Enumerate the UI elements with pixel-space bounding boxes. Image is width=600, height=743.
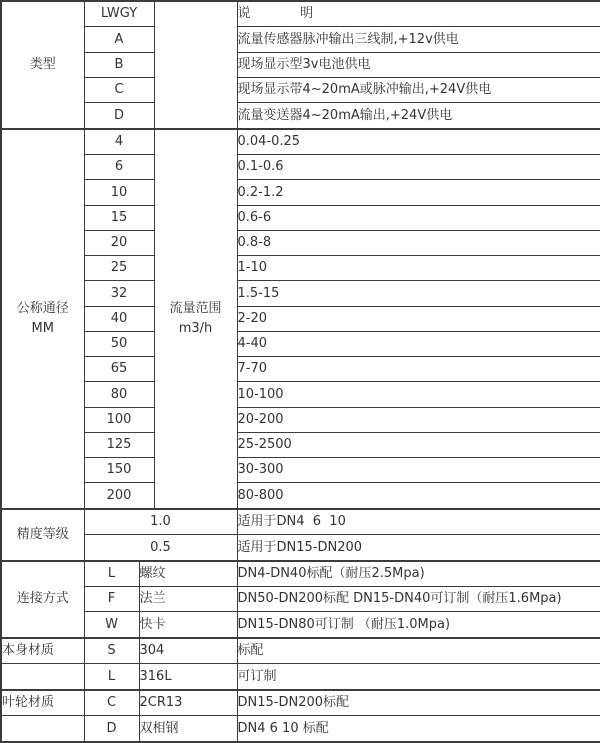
dn-cell: 15 bbox=[84, 205, 154, 230]
material-code-cell: C bbox=[84, 690, 139, 716]
dn-cell: 32 bbox=[84, 281, 154, 306]
range-cell: 10-100 bbox=[237, 382, 600, 407]
range-cell: 4-40 bbox=[237, 331, 600, 356]
table-row bbox=[1, 690, 600, 716]
table-row bbox=[1, 230, 600, 255]
range-cell: 7-70 bbox=[237, 357, 600, 382]
empty-label-cell bbox=[1, 664, 84, 690]
table-row bbox=[1, 306, 600, 331]
empty-spacer-cell bbox=[154, 1, 237, 129]
range-cell: 1.5-15 bbox=[237, 281, 600, 306]
table-row bbox=[1, 382, 600, 407]
table-row bbox=[1, 103, 600, 129]
range-cell: 0.1-0.6 bbox=[237, 155, 600, 180]
material-code-cell: S bbox=[84, 638, 139, 664]
empty-label-cell bbox=[1, 716, 84, 742]
material-desc-cell: 标配 bbox=[237, 638, 600, 664]
connection-name-cell: 快卡 bbox=[139, 612, 237, 638]
connection-desc-cell: DN50-DN200标配 DN15-DN40可订制（耐压1.6Mpa) bbox=[237, 587, 600, 612]
table-row bbox=[1, 180, 600, 205]
dn-cell: 150 bbox=[84, 457, 154, 482]
section-label-impeller-material: 叶轮材质 bbox=[1, 690, 84, 716]
dn-cell: 40 bbox=[84, 306, 154, 331]
table-row bbox=[1, 155, 600, 180]
material-code-cell: D bbox=[84, 716, 139, 742]
table-row bbox=[1, 407, 600, 432]
section-label-type: 类型 bbox=[1, 1, 84, 129]
material-name-cell: 双相钢 bbox=[139, 716, 237, 742]
table-row bbox=[1, 27, 600, 52]
section-label-body-material: 本身材质 bbox=[1, 638, 84, 664]
header-row bbox=[1, 1, 600, 27]
table-row bbox=[1, 129, 600, 155]
material-code-cell: L bbox=[84, 664, 139, 690]
type-desc-cell: 流量传感器脉冲输出三线制,+12v供电 bbox=[237, 27, 600, 52]
section-label-diameter bbox=[1, 129, 84, 509]
flow-range-label-line2: m3/h bbox=[178, 320, 213, 336]
model-code-cell: LWGY bbox=[84, 1, 154, 27]
section-label-accuracy: 精度等级 bbox=[1, 509, 84, 561]
dn-cell: 6 bbox=[84, 155, 154, 180]
dn-cell: 200 bbox=[84, 483, 154, 509]
table-row bbox=[1, 432, 600, 457]
accuracy-value-cell: 0.5 bbox=[84, 535, 237, 561]
material-desc-cell: 可订制 bbox=[237, 664, 600, 690]
range-cell: 80-800 bbox=[237, 483, 600, 509]
range-cell: 20-200 bbox=[237, 407, 600, 432]
table-row bbox=[1, 77, 600, 102]
table-row bbox=[1, 664, 600, 690]
dn-cell: 125 bbox=[84, 432, 154, 457]
dn-cell: 100 bbox=[84, 407, 154, 432]
dn-cell: 10 bbox=[84, 180, 154, 205]
material-desc-cell: DN4 6 10 标配 bbox=[237, 716, 600, 742]
connection-code-cell: W bbox=[84, 612, 139, 638]
section-label-connection: 连接方式 bbox=[1, 561, 84, 638]
table-row bbox=[1, 483, 600, 509]
description-header-cell: 说 明 bbox=[237, 1, 600, 27]
table-row bbox=[1, 638, 600, 664]
dn-cell: 25 bbox=[84, 256, 154, 281]
table-row bbox=[1, 509, 600, 535]
dn-cell: 80 bbox=[84, 382, 154, 407]
table-row bbox=[1, 256, 600, 281]
type-code-cell: C bbox=[84, 77, 154, 102]
connection-name-cell: 法兰 bbox=[139, 587, 237, 612]
connection-code-cell: L bbox=[84, 561, 139, 587]
material-desc-cell: DN15-DN200标配 bbox=[237, 690, 600, 716]
type-desc-cell: 流量变送器4~20mA输出,+24V供电 bbox=[237, 103, 600, 129]
table-row bbox=[1, 281, 600, 306]
type-desc-cell: 现场显示带4~20mA或脉冲输出,+24V供电 bbox=[237, 77, 600, 102]
table-row bbox=[1, 716, 600, 742]
type-code-cell: B bbox=[84, 52, 154, 77]
type-code-cell: D bbox=[84, 103, 154, 129]
table-row bbox=[1, 357, 600, 382]
accuracy-desc-cell: 适用于DN4 6 10 bbox=[237, 509, 600, 535]
dn-cell: 50 bbox=[84, 331, 154, 356]
flow-range-label-line1: 流量范围 bbox=[169, 300, 222, 316]
range-cell: 0.04-0.25 bbox=[237, 129, 600, 155]
table-row bbox=[1, 561, 600, 587]
table-row bbox=[1, 612, 600, 638]
range-cell: 0.8-8 bbox=[237, 230, 600, 255]
table-row bbox=[1, 331, 600, 356]
dn-cell: 65 bbox=[84, 357, 154, 382]
range-cell: 2-20 bbox=[237, 306, 600, 331]
material-name-cell: 304 bbox=[139, 638, 237, 664]
diameter-label-line1: 公称通径 bbox=[16, 300, 69, 316]
table-row bbox=[1, 587, 600, 612]
range-cell: 30-300 bbox=[237, 457, 600, 482]
connection-desc-cell: DN4-DN40标配（耐压2.5Mpa) bbox=[237, 561, 600, 587]
range-cell: 0.2-1.2 bbox=[237, 180, 600, 205]
material-name-cell: 2CR13 bbox=[139, 690, 237, 716]
type-code-cell: A bbox=[84, 27, 154, 52]
table-row bbox=[1, 535, 600, 561]
flow-range-label-cell bbox=[154, 129, 237, 509]
connection-name-cell: 螺纹 bbox=[139, 561, 237, 587]
table-row bbox=[1, 205, 600, 230]
type-desc-cell: 现场显示型3v电池供电 bbox=[237, 52, 600, 77]
material-name-cell: 316L bbox=[139, 664, 237, 690]
diameter-label-line2: MM bbox=[31, 320, 54, 336]
accuracy-value-cell: 1.0 bbox=[84, 509, 237, 535]
dn-cell: 4 bbox=[84, 129, 154, 155]
connection-code-cell: F bbox=[84, 587, 139, 612]
table-row bbox=[1, 52, 600, 77]
range-cell: 0.6-6 bbox=[237, 205, 600, 230]
table-row bbox=[1, 457, 600, 482]
accuracy-desc-cell: 适用于DN15-DN200 bbox=[237, 535, 600, 561]
range-cell: 1-10 bbox=[237, 256, 600, 281]
connection-desc-cell: DN15-DN80可订制 （耐压1.0Mpa) bbox=[237, 612, 600, 638]
range-cell: 25-2500 bbox=[237, 432, 600, 457]
dn-cell: 20 bbox=[84, 230, 154, 255]
